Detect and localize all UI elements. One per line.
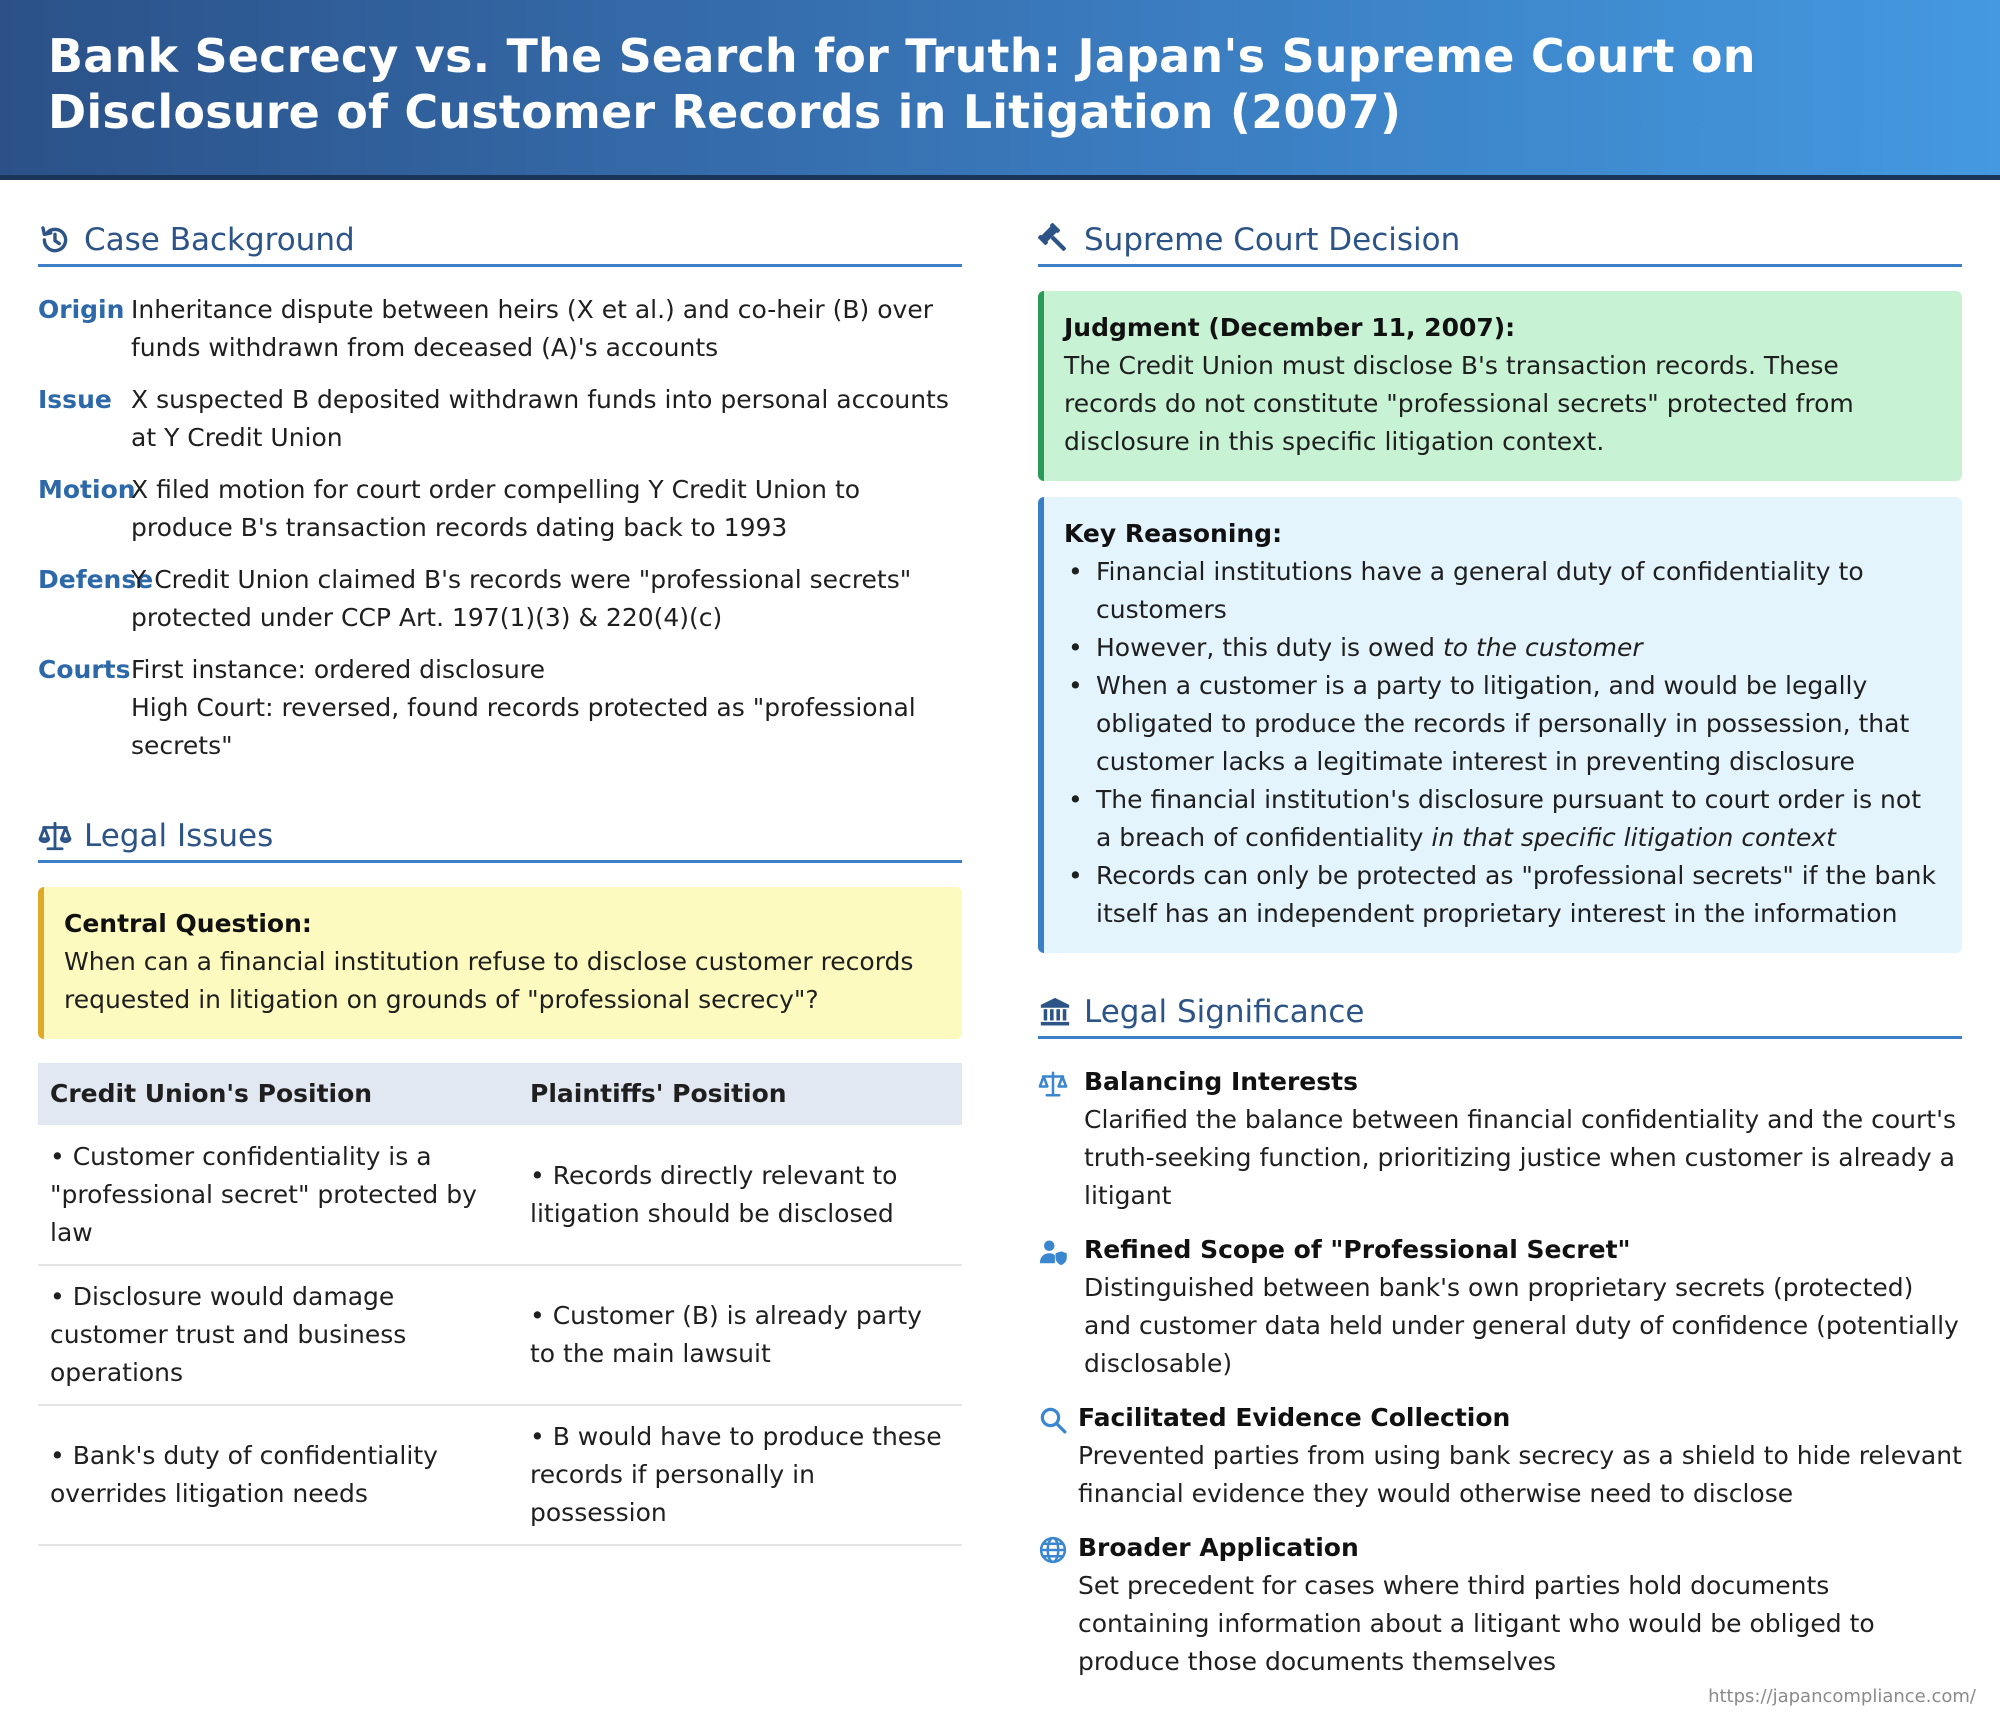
table-row — [38, 1125, 962, 1265]
reason-emphasis: in that specific litigation context — [1431, 823, 1836, 852]
page-title — [48, 28, 1952, 140]
search-icon — [1038, 1399, 1078, 1513]
background-row-defense — [38, 561, 962, 637]
table-cell: • Customer (B) is already party to the main lawsuit — [518, 1265, 962, 1405]
legal-issues-title: Legal Issues — [84, 817, 274, 854]
background-text: Inheritance dispute between heirs (X et al.) and co-heir (B) over funds withdrawn from deceased (A)'s accounts — [131, 295, 933, 362]
left-column — [38, 215, 962, 1546]
background-row-origin — [38, 291, 962, 367]
history-icon — [38, 223, 72, 257]
list-item — [1064, 629, 1938, 667]
table-cell: • Disclosure would damage customer trust and business operations — [38, 1265, 518, 1405]
judgment-callout — [1038, 291, 1962, 481]
reason-text: The financial institution's disclosure pursuant to court order is not a breach of confidentiality — [1096, 785, 1921, 852]
background-text: X filed motion for court order compelling Y Credit Union to produce B's transaction records dating back to 1993 — [131, 475, 861, 542]
case-background-list — [38, 291, 962, 765]
significance-title: Balancing Interests — [1084, 1067, 1358, 1096]
significance-item — [1038, 1231, 1962, 1383]
supreme-court-decision-title: Supreme Court Decision — [1084, 221, 1461, 258]
table-cell: • B would have to produce these records if personally in possession — [518, 1405, 962, 1545]
background-label: Issue — [38, 385, 112, 414]
plaintiffs-position-header: Plaintiffs' Position — [518, 1063, 962, 1125]
key-reasoning-title: Key Reasoning: — [1064, 519, 1283, 548]
table-cell: • Records directly relevant to litigation should be disclosed — [518, 1125, 962, 1265]
legal-issues-heading — [38, 811, 962, 863]
page-title-line-2: Disclosure of Customer Records in Litigation (2007) — [48, 85, 1402, 139]
background-label: Origin — [38, 295, 125, 324]
legal-significance-heading — [1038, 987, 1962, 1039]
table-row — [38, 1265, 962, 1405]
user-shield-icon — [1038, 1231, 1084, 1383]
list-item — [1064, 781, 1938, 857]
gavel-icon — [1038, 223, 1072, 257]
significance-text: Clarified the balance between financial confidentiality and the court's truth-seeking function, prioritizing justice when customer is already a litigant — [1084, 1105, 1956, 1210]
significance-body — [1078, 1399, 1962, 1513]
significance-title: Broader Application — [1078, 1533, 1359, 1562]
background-label: Motion — [38, 475, 136, 504]
positions-table — [38, 1063, 962, 1546]
legal-significance-title: Legal Significance — [1084, 993, 1365, 1030]
significance-list — [1038, 1063, 1962, 1681]
background-text: X suspected B deposited withdrawn funds into personal accounts at Y Credit Union — [131, 385, 949, 452]
significance-title: Refined Scope of "Professional Secret" — [1084, 1235, 1631, 1264]
table-row — [38, 1405, 962, 1545]
background-row-motion — [38, 471, 962, 547]
right-column — [1038, 215, 1962, 1697]
table-header-row — [38, 1063, 962, 1125]
table-cell: • Bank's duty of confidentiality overrides litigation needs — [38, 1405, 518, 1545]
globe-icon — [1038, 1529, 1078, 1681]
judgment-title: Judgment (December 11, 2007): — [1064, 313, 1516, 342]
case-background-title: Case Background — [84, 221, 355, 258]
scale-icon — [38, 819, 72, 853]
reason-text: However, this duty is owed — [1096, 633, 1443, 662]
source-url: https://japancompliance.com/ — [1708, 1686, 1976, 1707]
background-row-courts — [38, 651, 962, 765]
central-question-text: When can a financial institution refuse to disclose customer records requested in litigation on grounds of "professional secrecy"? — [64, 947, 914, 1014]
significance-item — [1038, 1529, 1962, 1681]
key-reasoning-list — [1064, 553, 1938, 933]
significance-title: Facilitated Evidence Collection — [1078, 1403, 1511, 1432]
page-header — [0, 0, 2000, 180]
significance-text: Set precedent for cases where third parties hold documents containing information about a litigant who would be obliged to produce those documents themselves — [1078, 1571, 1875, 1676]
page-title-line-1: Bank Secrecy vs. The Search for Truth: Japan's Supreme Court on — [48, 29, 1756, 83]
significance-item — [1038, 1399, 1962, 1513]
background-label: Courts — [38, 655, 131, 684]
supreme-court-decision-heading — [1038, 215, 1962, 267]
reason-emphasis: to the customer — [1442, 633, 1643, 662]
central-question-callout — [38, 887, 962, 1039]
scale-icon — [1038, 1063, 1084, 1215]
courts-first-instance: First instance: ordered disclosure — [131, 655, 545, 684]
case-background-heading — [38, 215, 962, 267]
background-text: Y Credit Union claimed B's records were "professional secrets" protected under CCP Art. 197(1)(3) & 220(4)(c) — [131, 565, 912, 632]
table-cell: • Customer confidentiality is a "professional secret" protected by law — [38, 1125, 518, 1265]
significance-body — [1078, 1529, 1962, 1681]
significance-text: Prevented parties from using bank secrecy as a shield to hide relevant financial evidence they would otherwise need to disclose — [1078, 1441, 1962, 1508]
significance-text: Distinguished between bank's own proprietary secrets (protected) and customer data held under general duty of confidence (potentially disclosable) — [1084, 1273, 1959, 1378]
list-item: • Financial institutions have a general duty of confidentiality to customers — [1064, 553, 1938, 629]
credit-union-position-header: Credit Union's Position — [38, 1063, 518, 1125]
list-item: • Records can only be protected as "professional secrets" if the bank itself has an independent proprietary interest in the information — [1064, 857, 1938, 933]
courts-high-court: High Court: reversed, found records protected as "professional secrets" — [131, 693, 916, 760]
judgment-text: The Credit Union must disclose B's transaction records. These records do not constitute "professional secrets" protected from disclosure in this specific litigation context. — [1064, 351, 1854, 456]
significance-body — [1084, 1063, 1962, 1215]
key-reasoning-callout — [1038, 497, 1962, 953]
list-item: • When a customer is a party to litigation, and would be legally obligated to produce the records if personally in possession, that customer lacks a legitimate interest in preventing disclosure — [1064, 667, 1938, 781]
central-question-title: Central Question: — [64, 909, 312, 938]
background-label: Defense — [38, 565, 154, 594]
significance-item — [1038, 1063, 1962, 1215]
background-row-issue — [38, 381, 962, 457]
background-text — [131, 651, 962, 765]
landmark-icon — [1038, 995, 1072, 1029]
significance-body — [1084, 1231, 1962, 1383]
